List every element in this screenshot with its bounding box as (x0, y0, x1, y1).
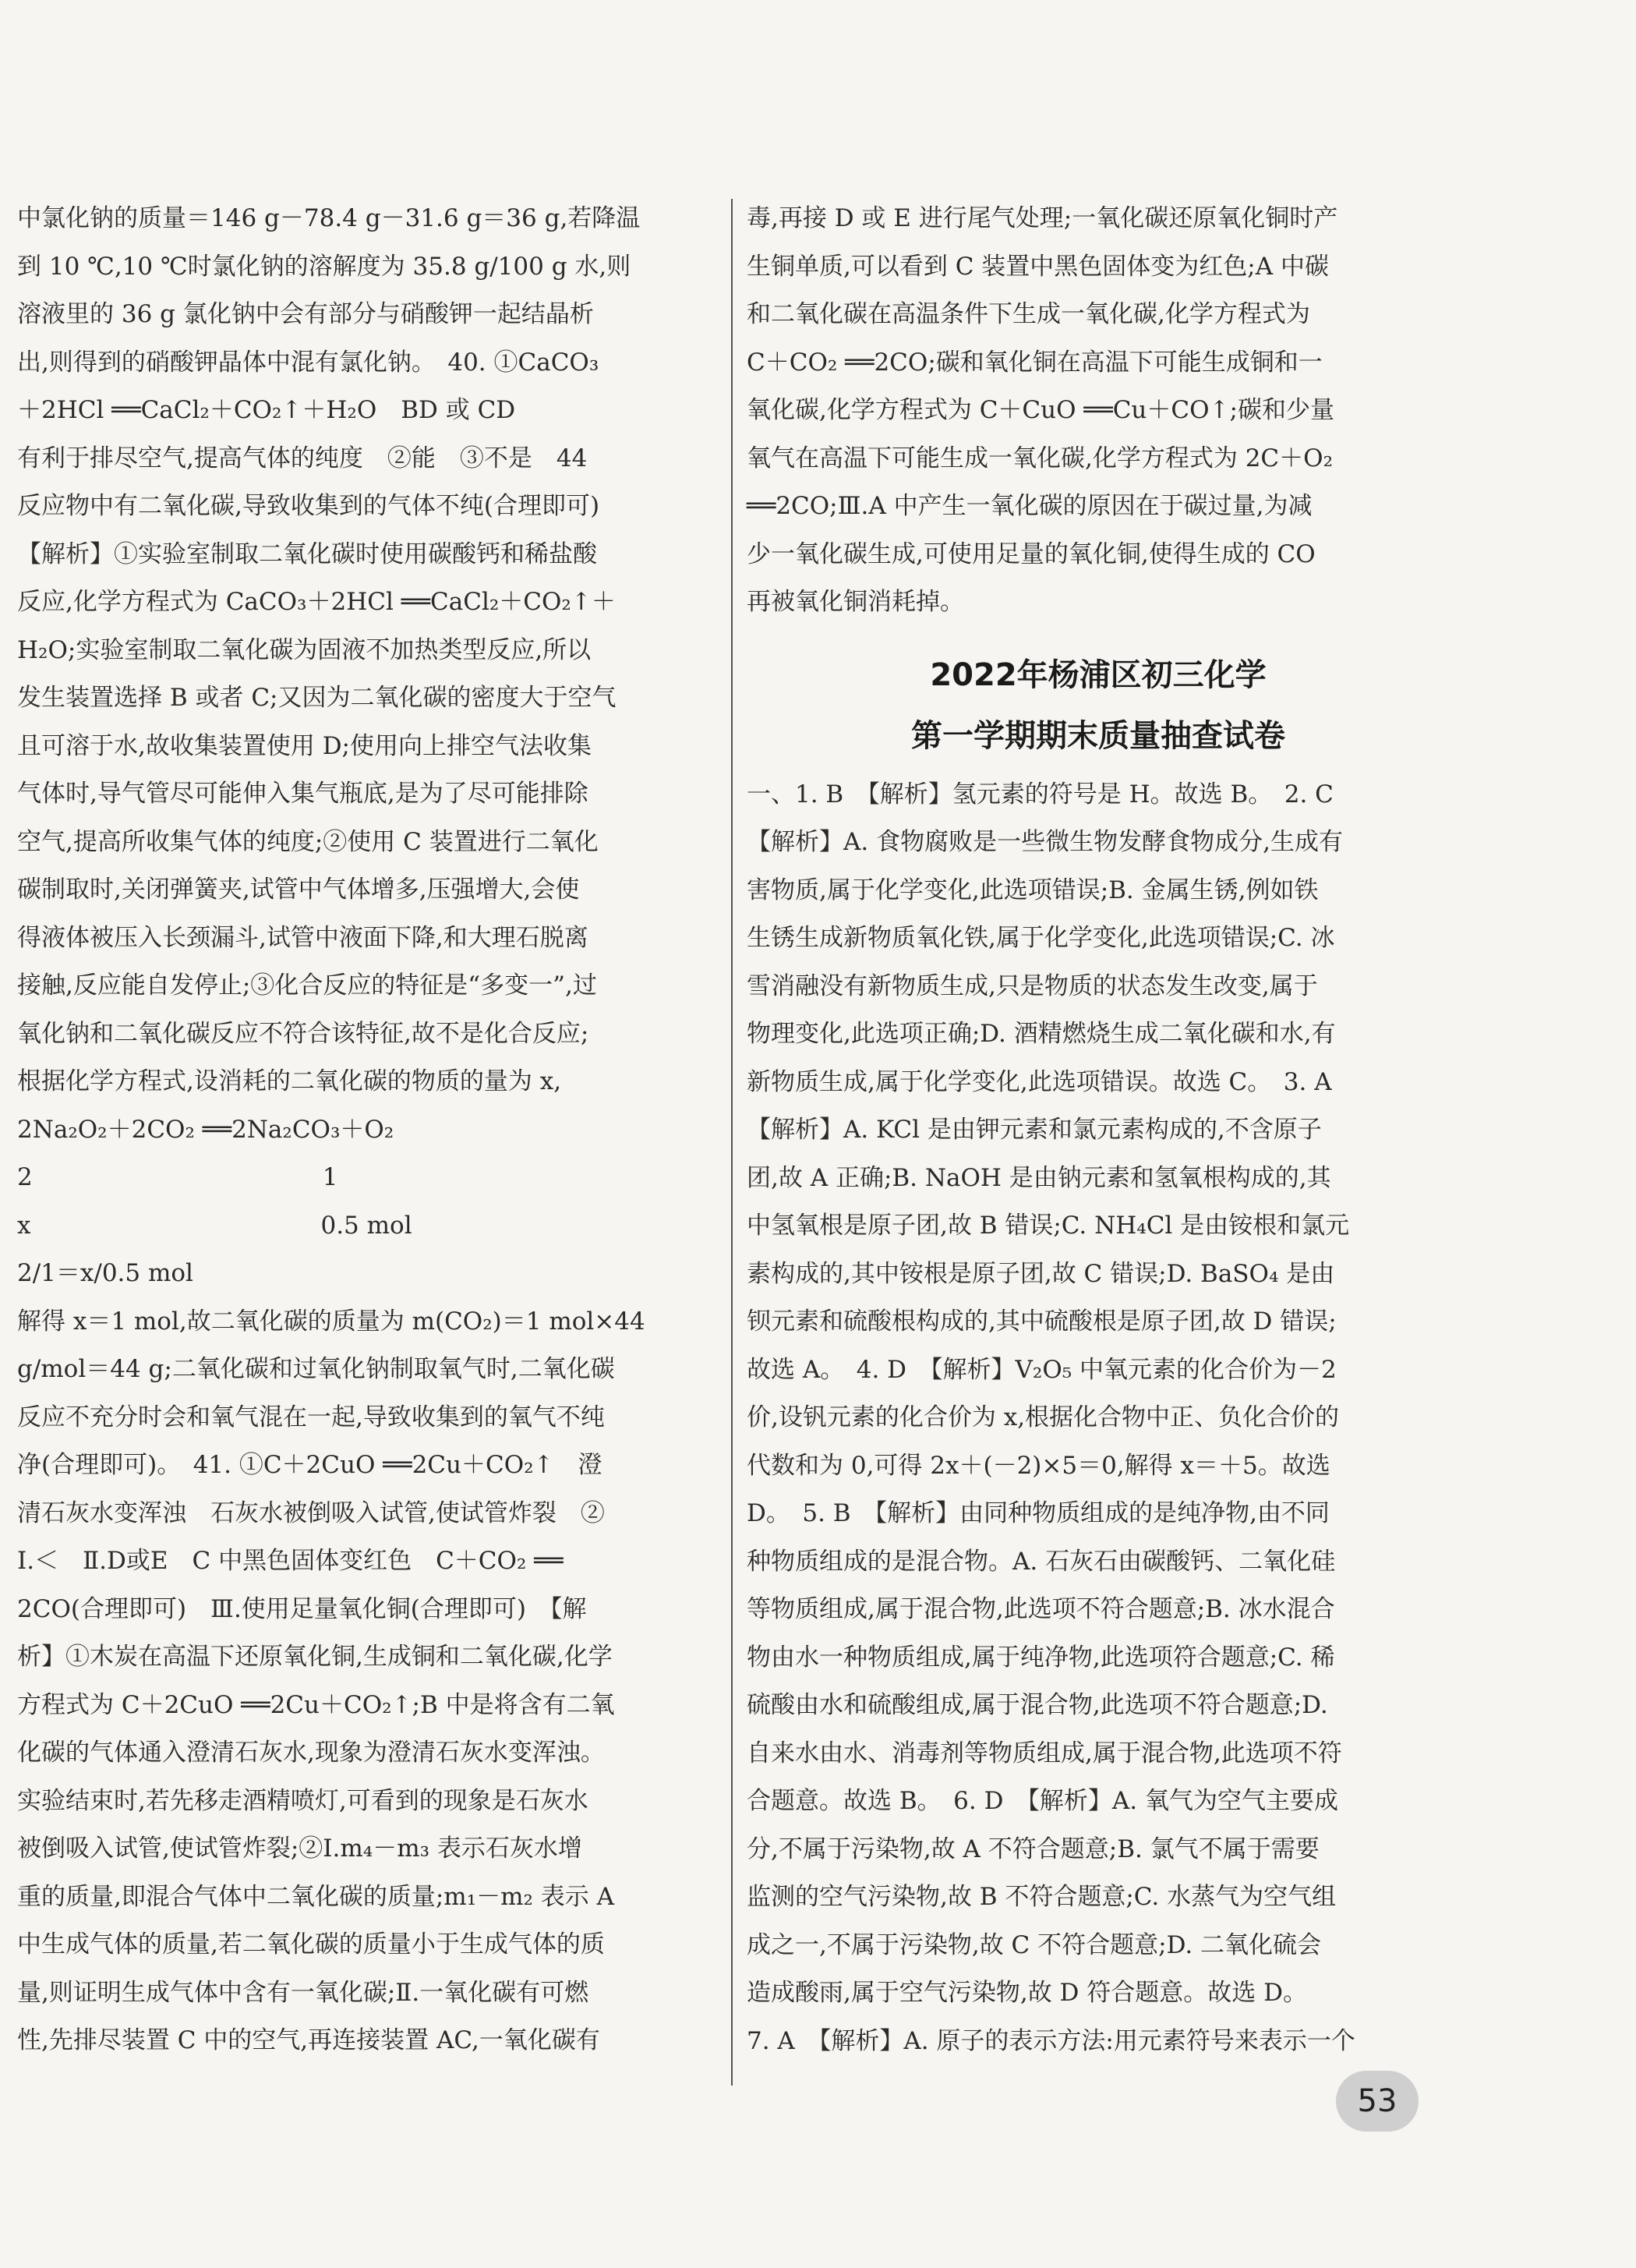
text-line: 物理变化,此选项正确;D. 酒精燃烧生成二氧化碳和水,有 (747, 1020, 1336, 1048)
text-line: 2 1 (17, 1163, 338, 1191)
text-line: 一、1. B 【解析】氢元素的符号是 H。故选 B。 2. C (747, 780, 1334, 808)
section-title-line2: 第一学期期末质量抽查试卷 (911, 717, 1285, 754)
text-line: 分,不属于污染物,故 A 不符合题意;B. 氯气不属于需要 (747, 1835, 1320, 1863)
text-line: 再被氧化铜消耗掉。 (747, 588, 964, 616)
text-line: 少一氧化碳生成,可使用足量的氧化铜,使得生成的 CO (747, 540, 1316, 568)
text-line: 被倒吸入试管,使试管炸裂;②Ⅰ.m₄－m₃ 表示石灰水增 (17, 1835, 582, 1863)
text-line: 监测的空气污染物,故 B 不符合题意;C. 水蒸气为空气组 (747, 1883, 1337, 1911)
text-line: ══2CO;Ⅲ.A 中产生一氧化碳的原因在于碳过量,为减 (747, 492, 1313, 520)
text-line: 量,则证明生成气体中含有一氧化碳;Ⅱ.一氧化碳有可燃 (17, 1978, 589, 2007)
text-line: D。 5. B 【解析】由同种物质组成的是纯净物,由不同 (747, 1499, 1330, 1527)
text-line: 溶液里的 36 g 氯化钠中会有部分与硝酸钾一起结晶析 (17, 300, 594, 328)
text-line: 方程式为 C＋2CuO ══2Cu＋CO₂↑;B 中是将含有二氧 (17, 1690, 615, 1719)
text-line: 2CO(合理即可) Ⅲ.使用足量氧化铜(合理即可) 【解 (17, 1594, 587, 1623)
right-column-answers (747, 771, 1450, 2066)
text-line: 价,设钒元素的化合价为 x,根据化合物中正、负化合价的 (747, 1403, 1340, 1431)
text-line: 团,故 A 正确;B. NaOH 是由钠元素和氢氧根构成的,其 (747, 1163, 1331, 1192)
text-line: 雪消融没有新物质生成,只是物质的状态发生改变,属于 (747, 971, 1318, 1000)
section-title-line1: 2022年杨浦区初三化学 (930, 656, 1267, 693)
text-line: 气体时,导气管尽可能伸入集气瓶底,是为了尽可能排除 (17, 780, 588, 808)
text-line: 反应物中有二氧化碳,导致收集到的气体不纯(合理即可) (17, 492, 600, 520)
text-line: 【解析】①实验室制取二氧化碳时使用碳酸钙和稀盐酸 (17, 540, 597, 568)
text-line: 中氯化钠的质量＝146 g－78.4 g－31.6 g＝36 g,若降温 (17, 204, 641, 232)
text-line: 净(合理即可)。 41. ①C＋2CuO ══2Cu＋CO₂↑ 澄 (17, 1451, 602, 1479)
text-line: 新物质生成,属于化学变化,此选项错误。故选 C。 3. A (747, 1067, 1332, 1096)
text-line: 得液体被压入长颈漏斗,试管中液面下降,和大理石脱离 (17, 923, 588, 952)
text-line: 析】①木炭在高温下还原氧化铜,生成铜和二氧化碳,化学 (17, 1643, 613, 1671)
text-line: 和二氧化碳在高温条件下生成一氧化碳,化学方程式为 (747, 300, 1310, 328)
text-line: 【解析】A. KCl 是由钾元素和氯元素构成的,不含原子 (747, 1116, 1322, 1144)
text-line: g/mol＝44 g;二氧化碳和过氧化钠制取氧气时,二氧化碳 (17, 1355, 615, 1383)
text-line: 氧化碳,化学方程式为 C＋CuO ══Cu＋CO↑;碳和少量 (747, 396, 1334, 424)
text-line: 【解析】A. 食物腐败是一些微生物发酵食物成分,生成有 (747, 828, 1343, 856)
text-line: 中氢氧根是原子团,故 B 错误;C. NH₄Cl 是由铵根和氯元 (747, 1212, 1350, 1240)
text-line: 自来水由水、消毒剂等物质组成,属于混合物,此选项不符 (747, 1739, 1342, 1767)
text-line: 钡元素和硫酸根构成的,其中硫酸根是原子团,故 D 错误; (747, 1307, 1337, 1336)
text-line: 根据化学方程式,设消耗的二氧化碳的物质的量为 x, (17, 1067, 562, 1095)
text-line: 发生装置选择 B 或者 C;又因为二氧化碳的密度大于空气 (17, 684, 617, 712)
text-line: 2Na₂O₂＋2CO₂ ══2Na₂CO₃＋O₂ (17, 1115, 394, 1144)
text-line: 清石灰水变浑浊 石灰水被倒吸入试管,使试管炸裂 ② (17, 1498, 605, 1527)
text-line: 种物质组成的是混合物。A. 石灰石由碳酸钙、二氧化硅 (747, 1547, 1336, 1576)
text-line: 性,先排尽装置 C 中的空气,再连接装置 AC,一氧化碳有 (17, 2026, 600, 2054)
text-line: 害物质,属于化学变化,此选项错误;B. 金属生锈,例如铁 (747, 876, 1319, 904)
text-line: x 0.5 mol (17, 1211, 412, 1240)
text-line: 重的质量,即混合气体中二氧化碳的质量;m₁－m₂ 表示 A (17, 1882, 615, 1911)
text-line: 有利于排尽空气,提高气体的纯度 ②能 ③不是 44 (17, 444, 588, 472)
text-line: 中生成气体的质量,若二氧化碳的质量小于生成气体的质 (17, 1930, 605, 1958)
text-line: 空气,提高所收集气体的纯度;②使用 C 装置进行二氧化 (17, 827, 599, 856)
text-line: 反应,化学方程式为 CaCO₃＋2HCl ══CaCl₂＋CO₂↑＋ (17, 588, 616, 616)
text-line: 化碳的气体通入澄清石灰水,现象为澄清石灰水变浑浊。 (17, 1739, 605, 1767)
right-column (747, 195, 1450, 2065)
text-line: 7. A 【解析】A. 原子的表示方法:用元素符号来表示一个 (747, 2026, 1355, 2055)
text-line: 等物质组成,属于混合物,此选项不符合题意;B. 冰水混合 (747, 1595, 1335, 1623)
text-line: 碳制取时,关闭弹簧夹,试管中气体增多,压强增大,会使 (17, 876, 580, 904)
text-line: 毒,再接 D 或 E 进行尾气处理;一氧化碳还原氧化铜时产 (747, 204, 1338, 232)
text-line: 氧化钠和二氧化碳反应不符合该特征,故不是化合反应; (17, 1019, 589, 1048)
text-line: 合题意。故选 B。 6. D 【解析】A. 氧气为空气主要成 (747, 1787, 1339, 1815)
text-line: 生铜单质,可以看到 C 装置中黑色固体变为红色;A 中碳 (747, 252, 1329, 281)
text-line: 出,则得到的硝酸钾晶体中混有氯化钠。 40. ①CaCO₃ (17, 348, 599, 377)
text-line: 生锈生成新物质氧化铁,属于化学变化,此选项错误;C. 冰 (747, 924, 1335, 952)
text-line: 物由水一种物质组成,属于纯净物,此选项符合题意;C. 稀 (747, 1643, 1335, 1672)
page-number: 53 (1336, 2071, 1419, 2132)
text-line: 解得 x＝1 mol,故二氧化碳的质量为 m(CO₂)＝1 mol×44 (17, 1307, 645, 1336)
text-line: Ⅰ.＜ Ⅱ.D或E C 中黑色固体变红色 C＋CO₂ ══ (17, 1547, 564, 1575)
text-line: 硫酸由水和硫酸组成,属于混合物,此选项不符合题意;D. (747, 1691, 1328, 1719)
text-line: C＋CO₂ ══2CO;碳和氧化铜在高温下可能生成铜和一 (747, 348, 1323, 377)
text-line: 实验结束时,若先移走酒精喷灯,可看到的现象是石灰水 (17, 1786, 588, 1815)
text-line: 且可溶于水,故收集装置使用 D;使用向上排空气法收集 (17, 731, 592, 760)
text-line: 素构成的,其中铵根是原子团,故 C 错误;D. BaSO₄ 是由 (747, 1259, 1335, 1288)
right-column-top-text (747, 195, 1450, 627)
text-line: 造成酸雨,属于空气污染物,故 D 符合题意。故选 D。 (747, 1979, 1307, 2007)
text-line: 氧气在高温下可能生成一氧化碳,化学方程式为 2C＋O₂ (747, 444, 1333, 472)
text-line: 反应不充分时会和氧气混在一起,导致收集到的氧气不纯 (17, 1403, 605, 1431)
text-line: ＋2HCl ══CaCl₂＋CO₂↑＋H₂O BD 或 CD (17, 396, 516, 424)
column-divider (731, 199, 733, 2086)
left-column (17, 195, 720, 2065)
text-line: 成之一,不属于污染物,故 C 不符合题意;D. 二氧化硫会 (747, 1930, 1322, 1959)
text-line: 代数和为 0,可得 2x＋(－2)×5＝0,解得 x＝＋5。故选 (747, 1451, 1330, 1480)
text-line: 接触,反应能自发停止;③化合反应的特征是“多变一”,过 (17, 971, 597, 1000)
text-line: 故选 A。 4. D 【解析】V₂O₅ 中氧元素的化合价为－2 (747, 1355, 1337, 1384)
text-line: 2/1＝x/0.5 mol (17, 1259, 193, 1287)
text-line: H₂O;实验室制取二氧化碳为固液不加热类型反应,所以 (17, 635, 592, 664)
text-line: 到 10 ℃,10 ℃时氯化钠的溶解度为 35.8 g/100 g 水,则 (17, 252, 631, 281)
